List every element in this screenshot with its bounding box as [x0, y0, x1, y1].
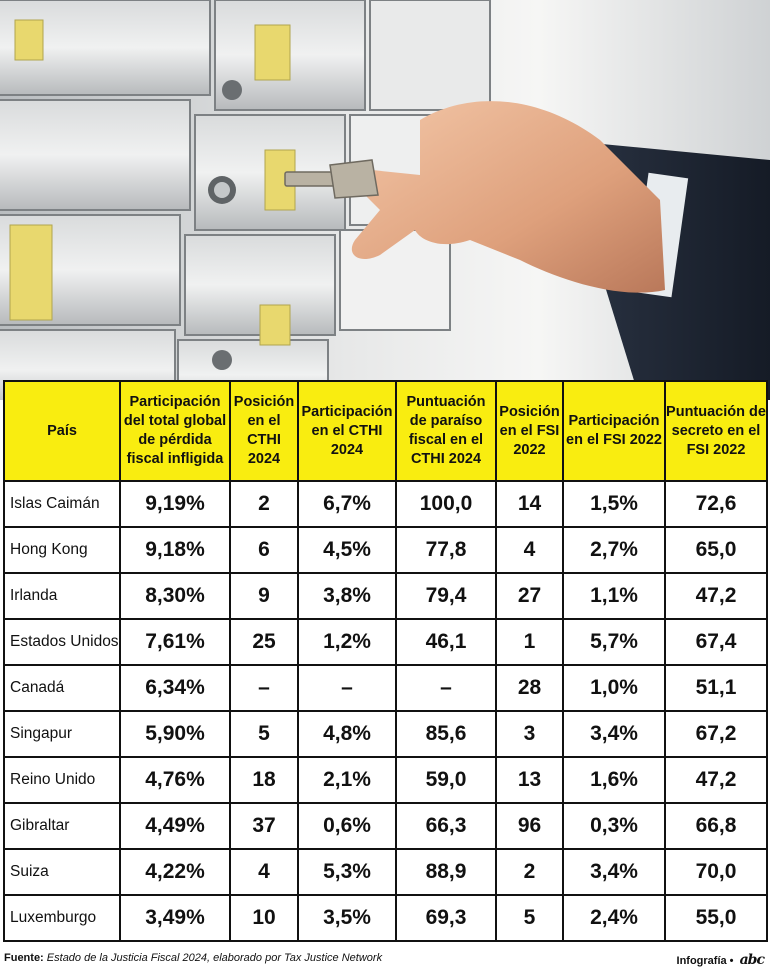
cell-punt-cthi: – — [396, 665, 496, 711]
table-row — [4, 619, 767, 665]
safe-deposit-photo — [0, 0, 770, 400]
cell-punt-cthi: 66,3 — [396, 803, 496, 849]
cell-part-cthi: 3,8% — [298, 573, 396, 619]
table-row — [4, 711, 767, 757]
cell-pais: Luxemburgo — [4, 895, 120, 941]
source-label: Fuente: — [4, 952, 44, 964]
cell-pos-fsi: 27 — [496, 573, 563, 619]
cell-part-fsi: 1,0% — [563, 665, 665, 711]
cell-pos-cthi: 2 — [230, 481, 298, 527]
table-header-row — [4, 381, 767, 481]
table-row — [4, 665, 767, 711]
cell-pos-fsi: 3 — [496, 711, 563, 757]
cell-perdida: 9,18% — [120, 527, 230, 573]
cell-pais: Singapur — [4, 711, 120, 757]
cell-part-fsi: 1,6% — [563, 757, 665, 803]
cell-perdida: 7,61% — [120, 619, 230, 665]
credit-label: Infografía • — [676, 955, 734, 967]
column-header-participacion-cthi: Participación en el CTHI 2024 — [298, 381, 396, 481]
cell-punt-cthi: 100,0 — [396, 481, 496, 527]
cell-part-fsi: 5,7% — [563, 619, 665, 665]
table-row — [4, 895, 767, 941]
cell-part-fsi: 1,1% — [563, 573, 665, 619]
table-row — [4, 481, 767, 527]
cell-perdida: 3,49% — [120, 895, 230, 941]
cell-part-cthi: 4,5% — [298, 527, 396, 573]
cell-pos-fsi: 4 — [496, 527, 563, 573]
cell-part-cthi: 6,7% — [298, 481, 396, 527]
table-row — [4, 757, 767, 803]
cell-punt-fsi: 70,0 — [665, 849, 767, 895]
cell-punt-cthi: 88,9 — [396, 849, 496, 895]
cell-perdida: 8,30% — [120, 573, 230, 619]
cell-punt-fsi: 55,0 — [665, 895, 767, 941]
cell-perdida: 6,34% — [120, 665, 230, 711]
cell-punt-cthi: 59,0 — [396, 757, 496, 803]
column-header-perdida-fiscal: Participación del total global de pérdida fiscal infligida — [120, 381, 230, 481]
cell-part-cthi: 1,2% — [298, 619, 396, 665]
table-row — [4, 803, 767, 849]
column-header-posicion-fsi: Posición en el FSI 2022 — [496, 381, 563, 481]
cell-pais: Canadá — [4, 665, 120, 711]
cell-pais: Estados Unidos — [4, 619, 120, 665]
cell-pais: Islas Caimán — [4, 481, 120, 527]
cell-pos-fsi: 5 — [496, 895, 563, 941]
source-text: Estado de la Justicia Fiscal 2024, elaborado por Tax Justice Network — [46, 952, 383, 964]
cell-pos-fsi: 13 — [496, 757, 563, 803]
hand-with-key-icon — [0, 0, 770, 400]
column-header-puntuacion-fsi: Puntuación de secreto en el FSI 2022 — [665, 381, 767, 481]
cell-part-cthi: 2,1% — [298, 757, 396, 803]
cell-punt-fsi: 47,2 — [665, 757, 767, 803]
cell-part-fsi: 0,3% — [563, 803, 665, 849]
cell-perdida: 5,90% — [120, 711, 230, 757]
cell-part-cthi: – — [298, 665, 396, 711]
cell-part-cthi: 4,8% — [298, 711, 396, 757]
cell-pos-cthi: 5 — [230, 711, 298, 757]
cell-punt-fsi: 66,8 — [665, 803, 767, 849]
cell-pos-cthi: 25 — [230, 619, 298, 665]
cell-punt-fsi: 51,1 — [665, 665, 767, 711]
cell-punt-cthi: 77,8 — [396, 527, 496, 573]
cell-part-fsi: 2,7% — [563, 527, 665, 573]
cell-punt-cthi: 69,3 — [396, 895, 496, 941]
cell-part-cthi: 0,6% — [298, 803, 396, 849]
tax-haven-table — [3, 380, 768, 942]
cell-pos-fsi: 96 — [496, 803, 563, 849]
cell-part-cthi: 3,5% — [298, 895, 396, 941]
column-header-participacion-fsi: Participación en el FSI 2022 — [563, 381, 665, 481]
cell-pos-cthi: 18 — [230, 757, 298, 803]
cell-pos-fsi: 28 — [496, 665, 563, 711]
cell-part-fsi: 1,5% — [563, 481, 665, 527]
credit — [677, 952, 764, 968]
cell-perdida: 4,49% — [120, 803, 230, 849]
cell-pais: Gibraltar — [4, 803, 120, 849]
cell-punt-cthi: 46,1 — [396, 619, 496, 665]
cell-pos-fsi: 2 — [496, 849, 563, 895]
cell-pos-fsi: 1 — [496, 619, 563, 665]
cell-pos-cthi: 6 — [230, 527, 298, 573]
column-header-posicion-cthi: Posición en el CTHI 2024 — [230, 381, 298, 481]
cell-punt-fsi: 67,4 — [665, 619, 767, 665]
cell-pos-cthi: 10 — [230, 895, 298, 941]
cell-pais: Suiza — [4, 849, 120, 895]
cell-pos-cthi: – — [230, 665, 298, 711]
cell-punt-cthi: 85,6 — [396, 711, 496, 757]
table-row — [4, 849, 767, 895]
table-row — [4, 527, 767, 573]
source-note — [4, 952, 382, 964]
table-row — [4, 573, 767, 619]
cell-part-fsi: 3,4% — [563, 849, 665, 895]
cell-pos-cthi: 9 — [230, 573, 298, 619]
cell-punt-fsi: 67,2 — [665, 711, 767, 757]
cell-pais: Hong Kong — [4, 527, 120, 573]
cell-pos-fsi: 14 — [496, 481, 563, 527]
cell-pais: Reino Unido — [4, 757, 120, 803]
cell-part-fsi: 3,4% — [563, 711, 665, 757]
cell-punt-fsi: 47,2 — [665, 573, 767, 619]
cell-punt-fsi: 72,6 — [665, 481, 767, 527]
cell-part-fsi: 2,4% — [563, 895, 665, 941]
cell-perdida: 4,22% — [120, 849, 230, 895]
cell-pais: Irlanda — [4, 573, 120, 619]
cell-punt-fsi: 65,0 — [665, 527, 767, 573]
cell-perdida: 4,76% — [120, 757, 230, 803]
column-header-puntuacion-cthi: Puntuación de paraíso fiscal en el CTHI 2024 — [396, 381, 496, 481]
cell-perdida: 9,19% — [120, 481, 230, 527]
column-header-pais: País — [4, 381, 120, 481]
footer — [0, 948, 770, 975]
cell-pos-cthi: 37 — [230, 803, 298, 849]
cell-part-cthi: 5,3% — [298, 849, 396, 895]
abc-logo: abc — [739, 952, 764, 968]
cell-punt-cthi: 79,4 — [396, 573, 496, 619]
cell-pos-cthi: 4 — [230, 849, 298, 895]
